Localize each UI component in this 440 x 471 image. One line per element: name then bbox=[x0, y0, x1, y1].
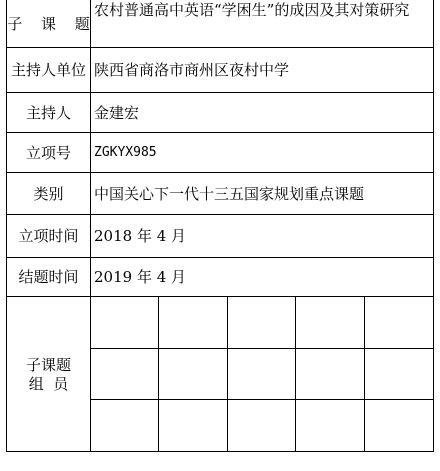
row-members bbox=[7, 296, 433, 452]
member-cell bbox=[296, 297, 364, 349]
host-unit-label: 主持人单位 bbox=[7, 48, 91, 92]
members-label-line2: 组 员 bbox=[28, 374, 69, 393]
host-label: 主持人 bbox=[7, 93, 91, 132]
row-end-date bbox=[7, 257, 433, 296]
row-host-unit bbox=[7, 47, 433, 92]
project-info-table bbox=[6, 0, 434, 452]
project-number-value: ZGKYX985 bbox=[94, 144, 157, 160]
category-label: 类别 bbox=[7, 173, 91, 214]
member-cell bbox=[159, 349, 227, 401]
host-value: 金建宏 bbox=[94, 103, 140, 122]
subtopic-label: 子 课 题 bbox=[7, 0, 91, 47]
row-start-date bbox=[7, 214, 433, 257]
member-cell bbox=[365, 400, 433, 452]
member-cell bbox=[228, 400, 296, 452]
end-date-value: 2019 年 4 月 bbox=[94, 268, 187, 286]
member-cell bbox=[365, 349, 433, 401]
members-grid bbox=[91, 297, 433, 452]
project-number-label: 立项号 bbox=[7, 133, 91, 172]
member-cell bbox=[159, 400, 227, 452]
member-cell bbox=[296, 400, 364, 452]
row-subtopic bbox=[7, 0, 433, 47]
end-date-label: 结题时间 bbox=[7, 258, 91, 296]
member-cell bbox=[91, 297, 159, 349]
members-label-line1: 子课题 bbox=[25, 355, 71, 374]
members-label bbox=[7, 297, 91, 452]
start-date-value: 2018 年 4 月 bbox=[94, 227, 187, 245]
row-category bbox=[7, 172, 433, 214]
member-cell bbox=[296, 349, 364, 401]
category-value: 中国关心下一代十三五国家规划重点课题 bbox=[94, 184, 365, 203]
row-project-number bbox=[7, 132, 433, 172]
host-unit-value: 陕西省商洛市商州区夜村中学 bbox=[94, 61, 290, 79]
subtopic-value: 农村普通高中英语“学困生”的成因及其对策研究 bbox=[94, 1, 410, 19]
row-host bbox=[7, 92, 433, 132]
member-cell bbox=[159, 297, 227, 349]
member-cell bbox=[91, 400, 159, 452]
member-cell bbox=[228, 349, 296, 401]
member-cell bbox=[228, 297, 296, 349]
start-date-label: 立项时间 bbox=[7, 215, 91, 257]
member-cell bbox=[365, 297, 433, 349]
member-cell bbox=[91, 349, 159, 401]
